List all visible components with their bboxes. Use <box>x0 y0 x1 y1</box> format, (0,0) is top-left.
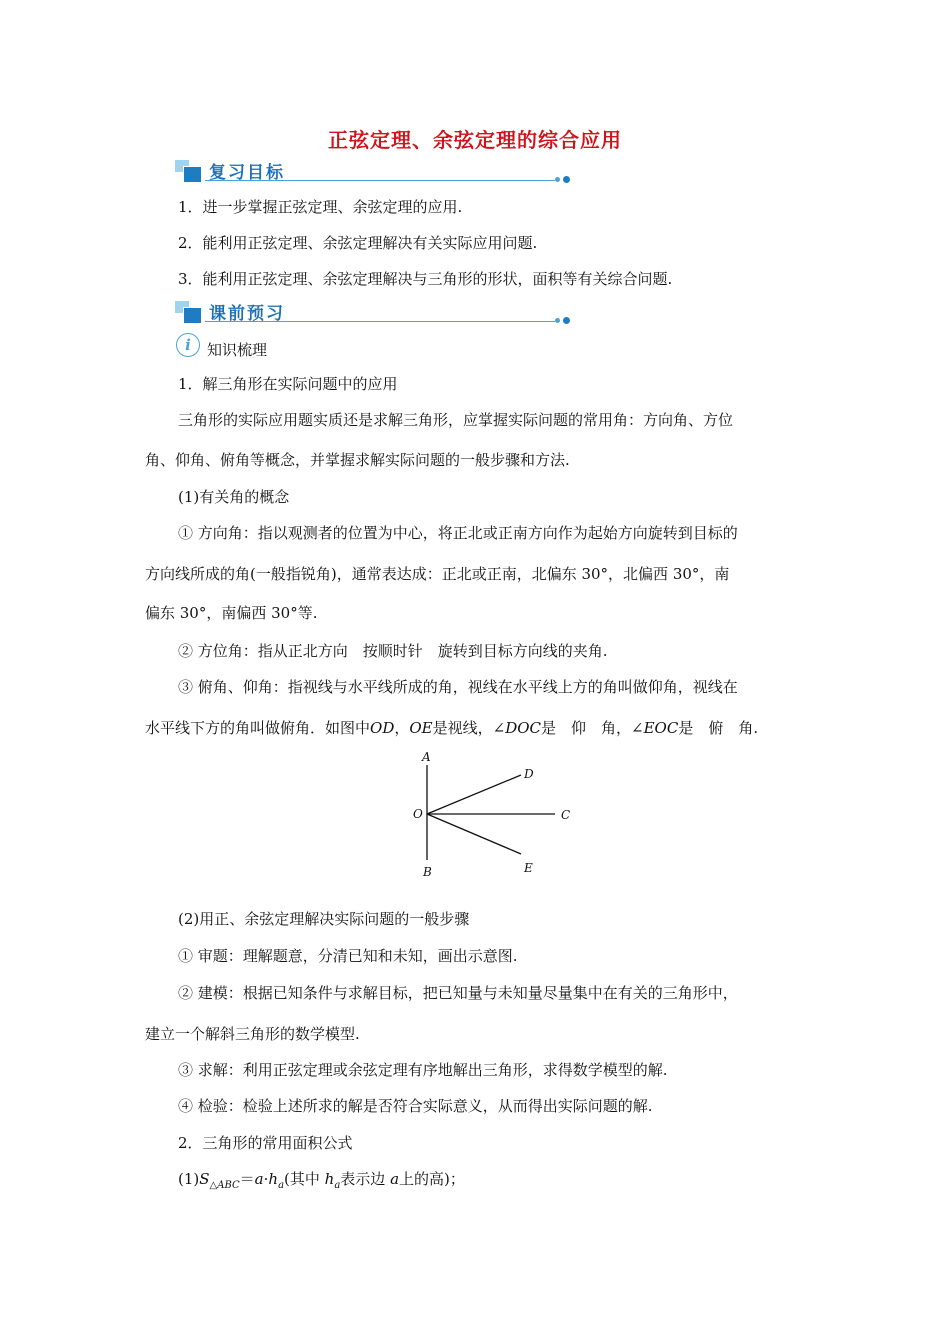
concept-3-line-1: ③ 俯角、仰角：指视线与水平线所成的角，视线在水平线上方的角叫做仰角，视线在 <box>178 678 738 696</box>
steps-title: (2)用正、余弦定理解决实际问题的一般步骤 <box>178 910 470 928</box>
item1-title: 1．解三角形在实际问题中的应用 <box>178 375 398 393</box>
label-d: D <box>524 767 534 781</box>
math-sub-a: a <box>334 1180 341 1191</box>
text-run: 上的高)； <box>399 1170 465 1188</box>
math-oe: OE <box>409 719 433 737</box>
text-run: (其中 <box>284 1170 325 1188</box>
concept-1-line-2: 方向线所成的角(一般指锐角)，通常表达成：正北或正南，北偏东 30°，北偏西 30°，南 <box>145 565 730 583</box>
concept-2: ② 方位角：指从正北方向 按顺时针 旋转到目标方向线的夹角. <box>178 642 608 660</box>
text-run: 是 仰 角，∠ <box>541 719 644 737</box>
math-a: a <box>254 1170 264 1188</box>
page-title: 正弦定理、余弦定理的综合应用 <box>328 128 622 152</box>
dot-icon <box>563 317 570 324</box>
math-doc: DOC <box>505 719 541 737</box>
section-divider <box>205 321 555 322</box>
math-eoc: EOC <box>643 719 679 737</box>
concept-title: (1)有关角的概念 <box>178 488 290 506</box>
section-header-preview <box>175 299 570 327</box>
intro-line-1: 三角形的实际应用题实质还是求解三角形，应掌握实际问题的常用角：方向角、方位 <box>178 411 734 429</box>
step-2-line-2: 建立一个解斜三角形的数学模型. <box>145 1025 360 1043</box>
dot-icon <box>555 177 560 182</box>
math-s: S <box>199 1170 210 1188</box>
label-b: B <box>423 865 432 879</box>
math-h: h <box>268 1170 279 1188</box>
step-3: ③ 求解：利用正弦定理或余弦定理有序地解出三角形，求得数学模型的解. <box>178 1061 668 1079</box>
text-run: 表示边 <box>340 1170 391 1188</box>
knowledge-heading: 知识梳理 <box>207 341 268 359</box>
review-goal-3: 3．能利用正弦定理、余弦定理解决与三角形的形状，面积等有关综合问题. <box>178 270 673 288</box>
math-od: OD <box>370 719 395 737</box>
dot-icon <box>555 318 560 323</box>
section-divider <box>205 180 555 181</box>
label-o: O <box>413 807 423 821</box>
info-icon: i <box>176 333 200 357</box>
math-h: h <box>324 1170 335 1188</box>
label-a: A <box>422 750 431 764</box>
area-formula-1 <box>178 1169 465 1196</box>
section-label: 课前预习 <box>209 304 285 324</box>
intro-line-2: 角、仰角、俯角等概念，并掌握求解实际问题的一般步骤和方法. <box>145 451 570 469</box>
dot-icon <box>563 176 570 183</box>
step-1: ① 审题：理解题意，分清已知和未知，画出示意图. <box>178 947 518 965</box>
math-sub-a: a <box>278 1180 285 1191</box>
section-header-review <box>175 158 570 186</box>
item2-title: 2．三角形的常用面积公式 <box>178 1134 353 1152</box>
text-run: ＝ <box>239 1170 255 1188</box>
angle-figure <box>405 748 585 883</box>
text-run: ， <box>394 719 410 737</box>
concept-3-line-2 <box>145 718 758 738</box>
section-label: 复习目标 <box>209 163 285 183</box>
step-2-line-1: ② 建模：根据已知条件与求解目标，把已知量与未知量尽量集中在有关的三角形中， <box>178 984 738 1002</box>
math-sub-abc: △ABC <box>209 1180 240 1191</box>
text-run: 是 俯 角. <box>678 719 759 737</box>
step-4: ④ 检验：检验上述所求的解是否符合实际意义，从而得出实际问题的解. <box>178 1097 653 1115</box>
section-square-icon <box>175 160 201 182</box>
line-od <box>427 775 521 814</box>
label-e: E <box>524 861 533 875</box>
review-goal-1: 1．进一步掌握正弦定理、余弦定理的应用. <box>178 198 463 216</box>
math-a: a <box>390 1170 400 1188</box>
label-c: C <box>561 808 571 822</box>
text-run: 是视线，∠ <box>432 719 506 737</box>
review-goal-2: 2．能利用正弦定理、余弦定理解决有关实际应用问题. <box>178 234 538 252</box>
concept-1-line-3: 偏东 30°，南偏西 30°等. <box>145 604 318 622</box>
text-run: 水平线下方的角叫做俯角．如图中 <box>145 719 371 737</box>
text-run: (1) <box>178 1170 200 1188</box>
concept-1-line-1: ① 方向角：指以观测者的位置为中心，将正北或正南方向作为起始方向旋转到目标的 <box>178 524 738 542</box>
section-square-icon <box>175 301 201 323</box>
text-run: · <box>263 1170 269 1188</box>
line-oe <box>427 814 521 854</box>
